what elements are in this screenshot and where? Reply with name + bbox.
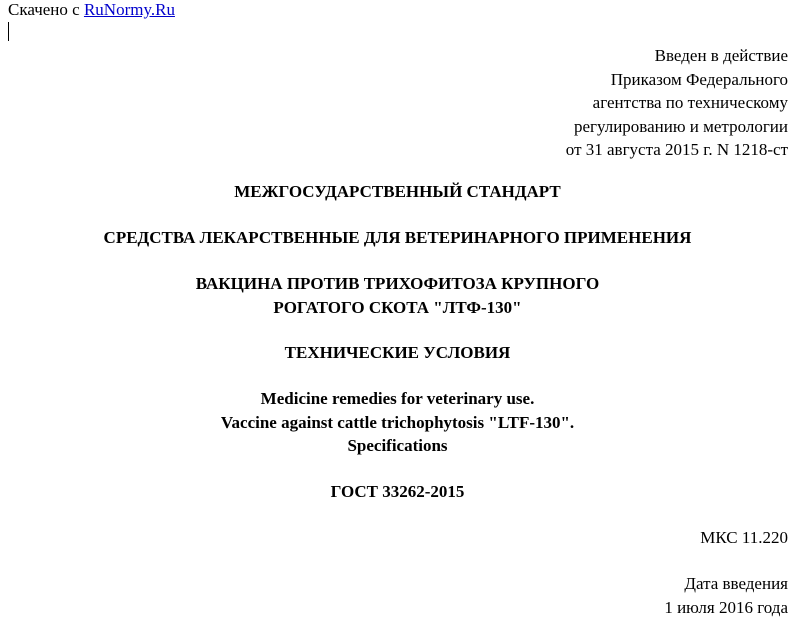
spec-heading xyxy=(0,341,790,365)
approval-line: Введен в действие xyxy=(654,46,788,65)
effective-date: 1 июля 2016 года xyxy=(664,597,788,617)
spec-title: ТЕХНИЧЕСКИЕ УСЛОВИЯ xyxy=(284,343,511,362)
standard-type: МЕЖГОСУДАРСТВЕННЫЙ СТАНДАРТ xyxy=(234,182,561,201)
product-name-line: РОГАТОГО СКОТА "ЛТФ-130" xyxy=(273,297,522,317)
category-heading xyxy=(0,226,790,250)
english-title-line: Medicine remedies for veterinary use. xyxy=(260,389,535,408)
approval-line: от 31 августа 2015 г. N 1218-ст xyxy=(565,140,788,159)
standard-type-heading xyxy=(0,180,790,204)
standard-code-heading xyxy=(0,480,790,504)
approval-line: Приказом Федерального xyxy=(610,69,788,89)
approval-line: агентства по техническому xyxy=(592,93,788,112)
english-title-line: Specifications xyxy=(347,436,448,455)
source-prefix: Скачено с xyxy=(8,0,84,19)
english-title xyxy=(0,387,790,458)
standard-code: ГОСТ 33262-2015 xyxy=(330,482,465,501)
mks-code: МКС 11.220 xyxy=(700,528,788,547)
source-link[interactable]: RuNormy.Ru xyxy=(83,0,175,19)
category: СРЕДСТВА ЛЕКАРСТВЕННЫЕ ДЛЯ ВЕТЕРИНАРНОГО ПРИМЕНЕНИЯ xyxy=(103,228,692,247)
text-cursor xyxy=(8,22,9,41)
approval-line: регулированию и метрологии xyxy=(573,116,788,136)
source-line xyxy=(8,0,175,20)
effective-date-label: Дата введения xyxy=(684,574,788,593)
english-title-line: Vaccine against cattle trichophytosis "LTF-130". xyxy=(220,412,575,432)
product-name-line: ВАКЦИНА ПРОТИВ ТРИХОФИТОЗА КРУПНОГО xyxy=(195,274,600,293)
effective-date-block xyxy=(664,572,788,619)
product-name-heading xyxy=(0,272,790,319)
approval-block xyxy=(566,44,788,162)
